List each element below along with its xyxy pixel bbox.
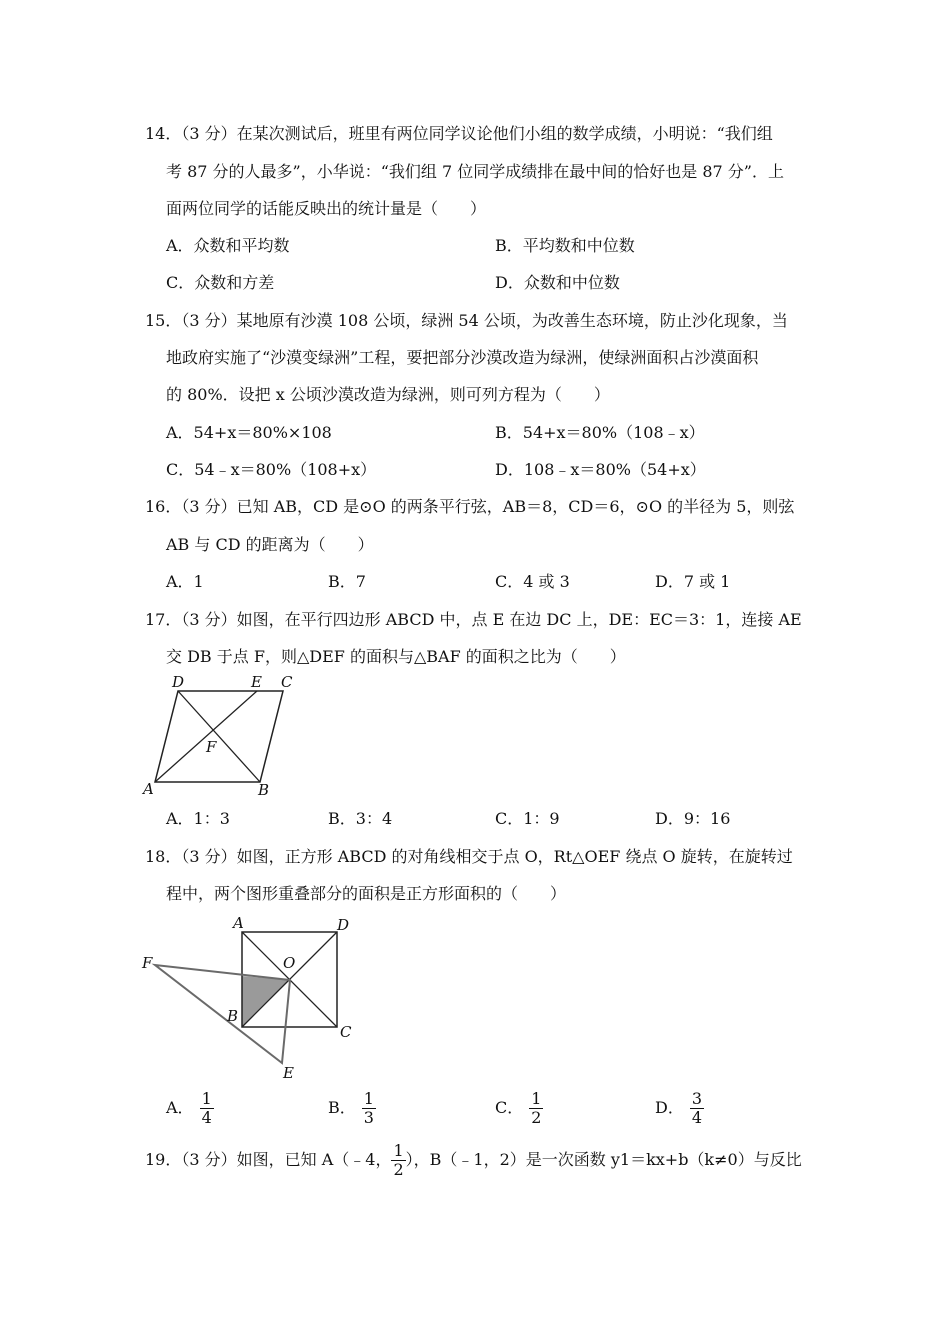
q14-option-a: A．众数和平均数: [166, 236, 290, 255]
segment-ae: [155, 691, 257, 782]
q16-option-c: C．4 或 3: [495, 572, 570, 591]
q17-option-d: D．9：16: [655, 809, 731, 828]
label-c: C: [281, 673, 293, 691]
q14-line-2: 考 87 分的人最多”，小华说：“我们组 7 位同学成绩排在最中间的恰好也是 87 分”．上: [166, 162, 784, 181]
q18-line-1: 18．（3 分）如图，正方形 ABCD 的对角线相交于点 O，Rt△OEF 绕点 O 旋转，在旋转过: [145, 847, 793, 866]
q15-option-a: A．54+x＝80%×108: [166, 423, 332, 442]
q18-option-b: [328, 1090, 376, 1127]
q18-option-c: [495, 1090, 543, 1127]
q15-line-1: 15．（3 分）某地原有沙漠 108 公顷，绿洲 54 公顷，为改善生态环境，防止沙化现象，当: [145, 311, 788, 330]
q15-option-b: B．54+x＝80%（108﹣x）: [495, 423, 705, 442]
q19-fraction: [391, 1142, 405, 1179]
fraction-denominator: 4: [201, 1108, 212, 1127]
q16-option-d: D．7 或 1: [655, 572, 731, 591]
fraction-numerator: 1: [393, 1141, 404, 1160]
q14-line-1: 14．（3 分）在某次测试后，班里有两位同学议论他们小组的数学成绩，小明说：“我们组: [145, 124, 773, 143]
q18-option-c-letter: C．: [495, 1098, 524, 1117]
label-d: D: [337, 916, 350, 934]
fraction-numerator: 3: [691, 1089, 703, 1108]
q19-line-1: [145, 1142, 802, 1179]
q17-parallelogram-figure: [138, 672, 308, 802]
fraction-denominator: 2: [531, 1108, 542, 1127]
label-d: D: [172, 673, 185, 691]
q16-option-b: B．7: [328, 572, 366, 591]
q15-line-2: 地政府实施了“沙漠变绿洲”工程，要把部分沙漠改造为绿洲，使绿洲面积占沙漠面积: [166, 348, 759, 367]
fraction-denominator: 2: [393, 1160, 404, 1179]
label-e: E: [283, 1064, 294, 1082]
q15-option-d: D．108﹣x＝80%（54+x）: [495, 460, 706, 479]
q18-option-d-fraction: [690, 1090, 704, 1127]
label-b: B: [227, 1007, 239, 1025]
q17-option-b: B．3：4: [328, 809, 393, 828]
q16-option-a: A．1: [166, 572, 204, 591]
q18-option-d-letter: D．: [655, 1098, 684, 1117]
q14-option-b: B．平均数和中位数: [495, 236, 635, 255]
label-f: F: [206, 738, 217, 756]
q18-option-b-letter: B．: [328, 1098, 356, 1117]
q19-suffix: ），B（﹣1，2）是一次函数 y1＝kx+b（k≠0）与反比: [405, 1150, 802, 1169]
label-o: O: [283, 954, 296, 972]
q17-option-a: A．1：3: [166, 809, 230, 828]
label-c: C: [340, 1023, 352, 1041]
segment-db: [178, 691, 260, 782]
label-b: B: [258, 781, 270, 799]
q16-line-2: AB 与 CD 的距离为（ ）: [166, 535, 374, 554]
q18-option-b-fraction: [362, 1090, 376, 1127]
q17-option-c: C．1：9: [495, 809, 560, 828]
fraction-numerator: 1: [531, 1089, 542, 1108]
q14-line-3: 面两位同学的话能反映出的统计量是（ ）: [166, 199, 487, 218]
fraction-numerator: 1: [363, 1089, 374, 1108]
label-a: A: [143, 780, 154, 798]
q18-option-a: [166, 1090, 214, 1127]
label-e: E: [251, 673, 262, 691]
fraction-denominator: 3: [363, 1108, 374, 1127]
q18-square-rotation-figure: [138, 910, 358, 1082]
q18-option-a-letter: A．: [166, 1098, 194, 1117]
q16-line-1: 16．（3 分）已知 AB，CD 是⊙O 的两条平行弦，AB＝8，CD＝6，⊙O 的半径为 5，则弦: [145, 497, 795, 516]
q14-option-d: D．众数和中位数: [495, 273, 620, 292]
q19-prefix: 19．（3 分）如图，已知 A（﹣4，: [145, 1150, 392, 1169]
fraction-denominator: 4: [691, 1108, 703, 1127]
q18-option-c-fraction: [529, 1090, 543, 1127]
q18-option-a-fraction: [200, 1090, 214, 1127]
q17-line-2: 交 DB 于点 F，则△DEF 的面积与△BAF 的面积之比为（ ）: [166, 647, 626, 666]
label-a: A: [233, 914, 244, 932]
q14-option-c: C．众数和方差: [166, 273, 275, 292]
q18-option-d: [655, 1090, 704, 1127]
q17-line-1: 17．（3 分）如图，在平行四边形 ABCD 中，点 E 在边 DC 上，DE：EC＝3：1，连接 AE: [145, 610, 802, 629]
q15-line-3: 的 80%．设把 x 公顷沙漠改造为绿洲，则可列方程为（ ）: [166, 385, 610, 404]
q15-option-c: C．54﹣x＝80%（108+x）: [166, 460, 377, 479]
q18-line-2: 程中，两个图形重叠部分的面积是正方形面积的（ ）: [166, 884, 567, 903]
fraction-numerator: 1: [201, 1089, 212, 1108]
label-f: F: [142, 954, 153, 972]
